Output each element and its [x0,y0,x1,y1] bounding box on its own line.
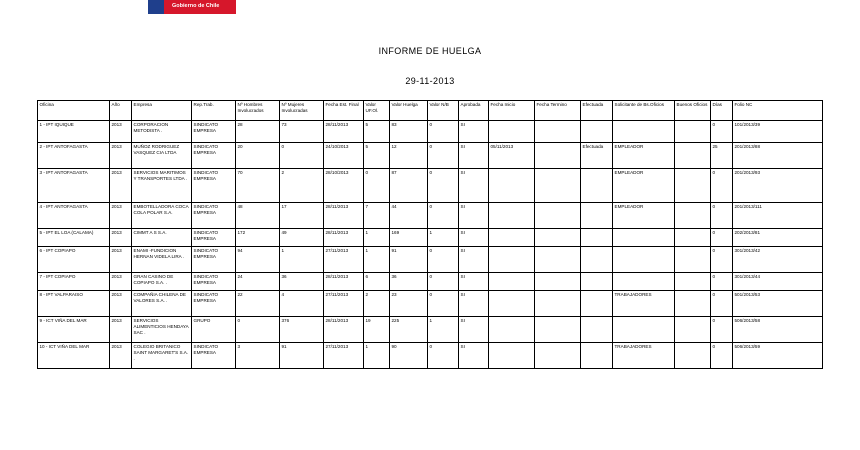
table-row [38,229,823,247]
table-cell: 0 [236,317,280,343]
table-cell: 0 [711,343,733,369]
table-cell: 17 [280,203,324,229]
table-cell: SI [459,203,489,229]
table-cell [675,247,711,273]
table-cell: 24/10/2013 [324,143,364,169]
table-cell: 27/11/2013 [324,247,364,273]
table-cell: Efectuada [581,143,613,169]
table-cell: SINDICATO EMPRESA [192,169,236,203]
table-cell [489,343,535,369]
table-cell [535,273,581,291]
table-row [38,343,823,369]
column-header: Folio NC [733,101,823,121]
table-cell: 94 [236,247,280,273]
table-cell: 0 [428,203,459,229]
table-cell [535,121,581,143]
column-header: Solicitante de Bs.Oficios [613,101,675,121]
table-cell: 28/10/2013 [324,169,364,203]
table-cell [581,273,613,291]
table-cell: 101/2013/39 [733,121,823,143]
table-cell: 1 [280,247,324,273]
table-cell: 8 - IPT VALPARAISO [38,291,110,317]
table-cell: 0 [711,273,733,291]
table-cell: 6 - IPT COPIAPO [38,247,110,273]
table-cell: 91 [280,343,324,369]
table-cell: 1 [428,317,459,343]
table-cell [581,121,613,143]
table-cell: SERVICIOS MARITIMOS Y TRANSPORTES LTDA . [132,169,192,203]
table-cell [675,229,711,247]
table-cell: 44 [390,203,428,229]
table-cell [489,247,535,273]
table-cell: 70 [236,169,280,203]
table-cell: 28 [236,121,280,143]
table-cell: 2013 [110,317,132,343]
table-cell: CIMMT A S S.A. [132,229,192,247]
table-cell: 10 - ICT VIÑA DEL MAR [38,343,110,369]
table-cell: 2013 [110,229,132,247]
table-cell [581,247,613,273]
table-cell: 0 [364,169,390,203]
table-cell [535,203,581,229]
table-cell: 19 [364,317,390,343]
table-cell: 5 [364,121,390,143]
column-header: Año [110,101,132,121]
table-cell [489,203,535,229]
table-cell: 1 [428,229,459,247]
table-cell: SINDICATO EMPRESA [192,291,236,317]
table-cell: 0 [711,247,733,273]
table-cell: TRABAJADORES [613,343,675,369]
column-header: Valor Huelga [390,101,428,121]
table-cell [675,291,711,317]
table-row [38,143,823,169]
table-cell: 36 [390,273,428,291]
table-cell: 27/11/2013 [324,343,364,369]
table-row [38,203,823,229]
table-cell: 2013 [110,169,132,203]
column-header: Días [711,101,733,121]
table-cell: 0 [711,317,733,343]
table-cell: 225 [390,317,428,343]
table-cell: 0 [428,143,459,169]
table-cell: 172 [236,229,280,247]
report-date: 29-11-2013 [405,76,455,86]
table-cell [581,343,613,369]
table-cell: GRUPO [192,317,236,343]
table-cell: COLEGIO BRITANICO SAINT MARGARET'S S.A. . [132,343,192,369]
table-cell [613,273,675,291]
table-cell: 506/2013/59 [733,343,823,369]
table-cell: SI [459,247,489,273]
table-cell: 202/2013/81 [733,229,823,247]
table-cell [613,247,675,273]
table-cell [613,229,675,247]
table-cell: 301/2013/42 [733,247,823,273]
table-row [38,317,823,343]
report-title: INFORME DE HUELGA [378,46,482,56]
table-cell: SI [459,273,489,291]
table-cell: 28/11/2013 [324,203,364,229]
table-cell: 6 [364,273,390,291]
table-cell: 7 - IPT COPIAPO [38,273,110,291]
table-row [38,247,823,273]
table-cell: 301/2013/44 [733,273,823,291]
table-cell: 0 [711,229,733,247]
table-cell: EMBOTELLADORA COCA COLA POLAR S.A. [132,203,192,229]
table-cell: 2013 [110,273,132,291]
table-cell: 0 [711,291,733,317]
table-cell: 169 [390,229,428,247]
logo-text: Gobierno de Chile [172,3,220,9]
table-cell: SI [459,143,489,169]
table-cell [489,169,535,203]
table-cell: SINDICATO EMPRESA [192,229,236,247]
table-cell [535,291,581,317]
table-cell: 24 [236,273,280,291]
table-cell [489,317,535,343]
table-cell: SI [459,169,489,203]
table-cell: 2 [364,291,390,317]
government-logo [148,0,236,14]
column-header: Rep.Trab. [192,101,236,121]
table-cell: 2013 [110,203,132,229]
table-cell: 376 [280,317,324,343]
column-header: Valor UF.Ol. [364,101,390,121]
table-cell: SINDICATO EMPRESA [192,121,236,143]
table-cell: 83 [390,121,428,143]
table-cell: EMPLEADOR [613,169,675,203]
table-cell: 0 [711,169,733,203]
column-header: Fecha Inicio [489,101,535,121]
table-cell: 1 [364,229,390,247]
table-cell: SI [459,291,489,317]
table-cell: 2013 [110,343,132,369]
table-cell: SINDICATO EMPRESA [192,203,236,229]
table-cell: 201/2013/93 [733,169,823,203]
table-cell: 0 [428,343,459,369]
table-body [38,121,823,369]
table-cell: 23 [390,291,428,317]
table-cell: 9 - ICT VIÑA DEL MAR [38,317,110,343]
table-cell: 501/2013/53 [733,291,823,317]
table-cell: 201/2013/111 [733,203,823,229]
table-cell: 90 [390,343,428,369]
table-cell [489,273,535,291]
column-header: Aprobada [459,101,489,121]
table-cell: SINDICATO EMPRESA [192,343,236,369]
table-row [38,291,823,317]
table-cell: 7 [364,203,390,229]
table-cell: 4 [280,291,324,317]
table-cell: SI [459,229,489,247]
table-cell: 1 [364,343,390,369]
table-cell [581,169,613,203]
table-cell: 5 [364,143,390,169]
strike-report-table [37,100,823,369]
table-cell: MUÑOZ RODRIGUEZ VASQUEZ CIA LTDA [132,143,192,169]
table-cell: 0 [428,121,459,143]
table-cell: 2013 [110,143,132,169]
table-cell: 0 [711,203,733,229]
logo-blue-square [148,0,164,14]
table-cell [535,343,581,369]
table-cell: 2013 [110,291,132,317]
table-cell: 73 [280,121,324,143]
table-cell [535,247,581,273]
table-cell [489,229,535,247]
table-cell [675,317,711,343]
table-cell: 3 [236,343,280,369]
table-cell: 2 - IPT ANTOFAGASTA [38,143,110,169]
column-header: Oficina [38,101,110,121]
table-row [38,121,823,143]
table-cell: 28/11/2013 [324,229,364,247]
table-cell: SINDICATO EMPRESA [192,247,236,273]
table-cell: COMPAÑIA CHILENA DE VALORES S.A. . [132,291,192,317]
table-cell: SI [459,317,489,343]
table-cell: 28/11/2013 [324,317,364,343]
column-header: Nº Hombres Involucrados [236,101,280,121]
column-header: Nº Mujeres Involucradas [280,101,324,121]
table-cell [613,121,675,143]
table-cell: SINDICATO EMPRESA [192,143,236,169]
table-cell: 3 - IPT ANTOFAGASTA [38,169,110,203]
table-cell: 0 [280,143,324,169]
table-cell: TRABAJADORES [613,291,675,317]
table-cell [675,143,711,169]
table-cell: ENAMI -FUNDICION HERNAN VIDELA LIRA . [132,247,192,273]
table-cell: 28/11/2013 [324,273,364,291]
table-cell: 2 [280,169,324,203]
table-cell [675,343,711,369]
table-cell [581,229,613,247]
table-cell: 12 [390,143,428,169]
table-cell [535,143,581,169]
column-header: Fecha Termino [535,101,581,121]
table-cell: CORPORACION METODISTA . [132,121,192,143]
column-header: Buenos Oficios [675,101,711,121]
table-cell: 36 [280,273,324,291]
table-cell: 2013 [110,121,132,143]
table-cell: 5 - IPT EL LOA (CALAMA) [38,229,110,247]
table-cell: GRAN CASINO DE COPIAPO S.A. . [132,273,192,291]
column-header: Valor N/B [428,101,459,121]
table-cell: EMPLEADOR [613,143,675,169]
table-row [38,273,823,291]
table-cell: 27/11/2013 [324,291,364,317]
table-cell [675,203,711,229]
column-header: Empresa [132,101,192,121]
table-cell: 87 [390,169,428,203]
table-cell: 0 [428,291,459,317]
table-cell [675,273,711,291]
table-cell [489,121,535,143]
table-cell: 2013 [110,247,132,273]
table-cell: SI [459,121,489,143]
table-row [38,169,823,203]
table-cell: 4 - IPT ANTOFAGASTA [38,203,110,229]
table-cell [581,203,613,229]
table-cell: 49 [280,229,324,247]
table-cell: 48 [236,203,280,229]
table-cell: 91 [390,247,428,273]
table-cell [535,317,581,343]
table-cell [535,169,581,203]
column-header: Fecha Est. Final [324,101,364,121]
table-cell [675,121,711,143]
table-header-row [38,101,823,121]
table-cell: 28/11/2013 [324,121,364,143]
table-cell [535,229,581,247]
table-cell: 20 [236,143,280,169]
table-cell: 22 [236,291,280,317]
table-cell [581,291,613,317]
table-cell: 05/11/2013 [489,143,535,169]
table-cell: SI [459,343,489,369]
table-cell [489,291,535,317]
table-cell [581,317,613,343]
table-cell: 0 [428,247,459,273]
table-cell: 0 [711,121,733,143]
table-cell: 506/2013/58 [733,317,823,343]
table-cell: 201/2013/88 [733,143,823,169]
table-cell: 1 - IPT IQUIQUE [38,121,110,143]
table-cell: SERVICIOS ALIMENTICIOS HENDAYA SAC . [132,317,192,343]
table-cell [675,169,711,203]
table-cell: 25 [711,143,733,169]
table-cell [613,317,675,343]
table-cell: 1 [364,247,390,273]
table-cell: 0 [428,169,459,203]
table-cell: EMPLEADOR [613,203,675,229]
column-header: Efectuada [581,101,613,121]
table-cell: 0 [428,273,459,291]
table-cell: SINDICATO EMPRESA [192,273,236,291]
